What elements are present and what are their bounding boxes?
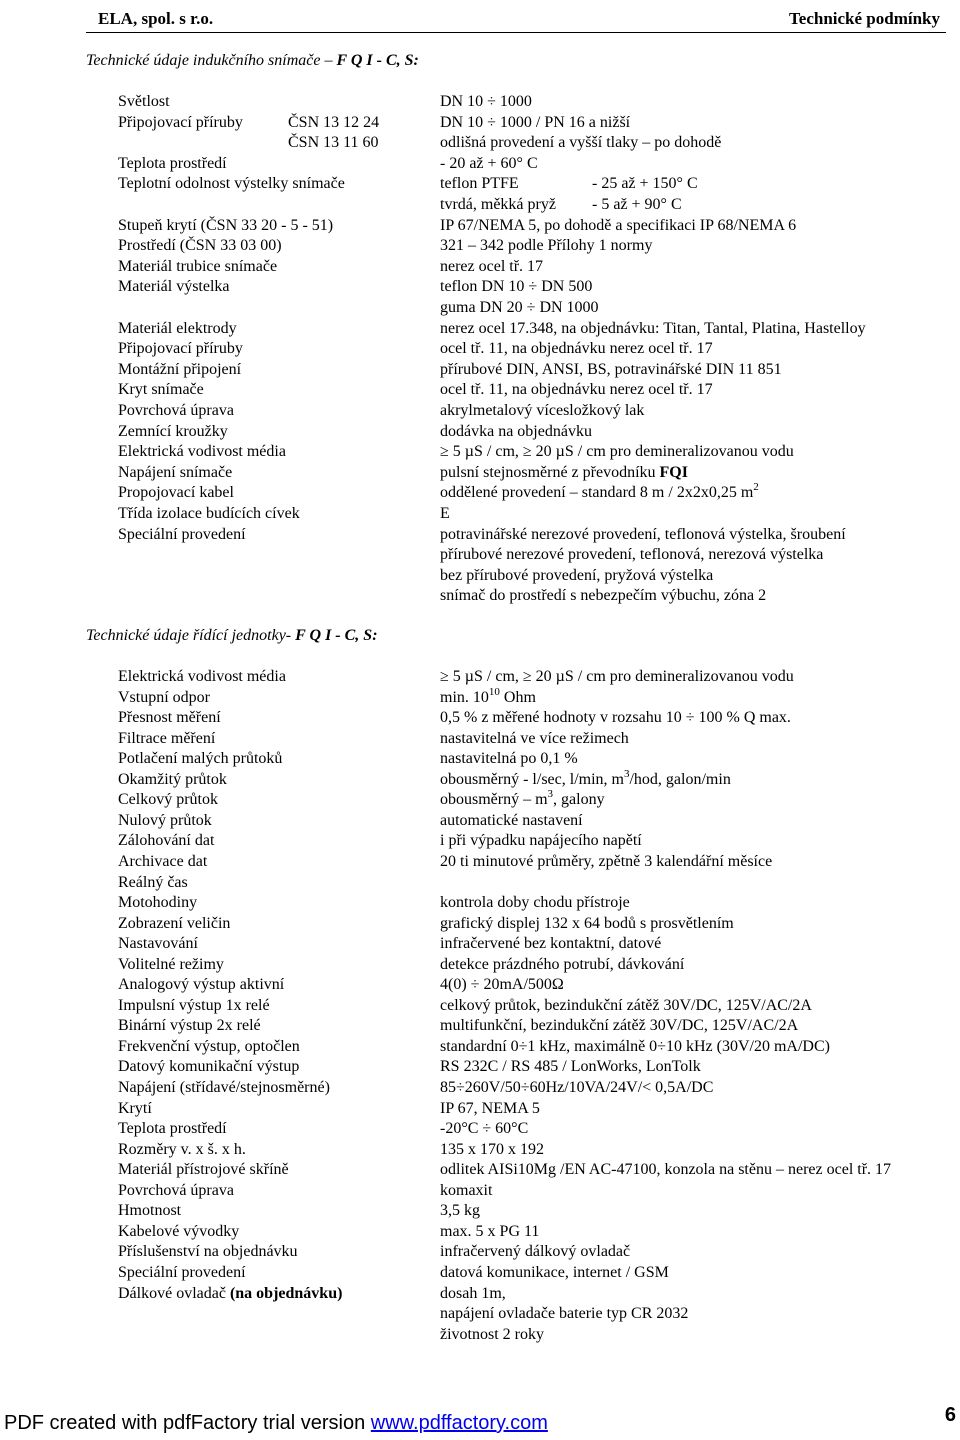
spec-row xyxy=(0,92,960,112)
spec-value xyxy=(440,483,759,503)
spec-row xyxy=(0,667,960,687)
spec-value-text: detekce prázdného potrubí, dávkování xyxy=(440,955,685,973)
spec-row xyxy=(0,442,960,462)
spec-value-text: obousměrný - l/sec, l/min, m xyxy=(440,770,624,788)
spec-row xyxy=(0,914,960,934)
spec-label xyxy=(118,1119,227,1139)
section-title-sensor xyxy=(86,52,419,70)
spec-value xyxy=(440,1304,688,1324)
spec-value-text: celkový průtok, bezindukční zátěž 30V/DC, 125V/AC/2A xyxy=(440,996,812,1014)
spec-label xyxy=(118,422,228,442)
spec-value-suffix: , galony xyxy=(553,791,605,809)
spec-value xyxy=(440,504,450,524)
spec-label-text: Okamžitý průtok xyxy=(118,770,227,788)
section-title-text: Technické údaje indukčního snímače – xyxy=(86,52,337,69)
spec-value-text: komaxit xyxy=(440,1181,493,1199)
spec-value-superscript: 3 xyxy=(547,788,554,801)
spec-value xyxy=(440,1222,539,1242)
spec-value-text: akrylmetalový vícesložkový lak xyxy=(440,402,645,419)
spec-row xyxy=(0,1325,960,1345)
spec-row xyxy=(0,216,960,236)
spec-row xyxy=(0,133,960,153)
spec-row xyxy=(0,483,960,503)
spec-label xyxy=(118,1078,330,1098)
spec-label xyxy=(118,667,286,687)
spec-value-text: potravinářské nerezové provedení, teflonová výstelka, šroubení xyxy=(440,525,846,543)
spec-label xyxy=(118,1099,152,1119)
spec-value xyxy=(440,831,642,851)
spec-label-text: Dálkové ovladač xyxy=(118,1284,230,1302)
spec-value-suffix: Ohm xyxy=(499,688,536,706)
spec-label-text: Nulový průtok xyxy=(118,811,212,829)
spec-value xyxy=(440,380,713,400)
spec-value-text: DN 10 ÷ 1000 / PN 16 a nižší xyxy=(440,113,631,131)
spec-row xyxy=(0,1222,960,1242)
spec-value xyxy=(440,195,556,215)
spec-value xyxy=(440,174,519,194)
spec-value xyxy=(440,1119,528,1139)
spec-label-text: Motohodiny xyxy=(118,894,198,912)
spec-value xyxy=(440,319,866,339)
spec-label xyxy=(118,893,197,913)
spec-label-text: Volitelné režimy xyxy=(118,955,224,973)
spec-label-text: Světlost xyxy=(118,93,170,110)
spec-label-text: Povrchová úprava xyxy=(118,1181,234,1199)
spec-value xyxy=(440,1078,713,1098)
spec-row xyxy=(0,422,960,442)
spec-label xyxy=(118,1242,298,1262)
spec-row xyxy=(0,1201,960,1221)
spec-row xyxy=(0,811,960,831)
spec-label xyxy=(118,257,277,277)
spec-label-text: Materiál přístrojové skříně xyxy=(118,1161,289,1179)
spec-value-text: IP 67, NEMA 5 xyxy=(440,1099,540,1117)
spec-row xyxy=(0,174,960,194)
spec-label xyxy=(118,831,214,851)
spec-value xyxy=(440,545,823,565)
spec-value-text: standardní 0÷1 kHz, maximálně 0÷10 kHz (30V/20 mA/DC) xyxy=(440,1037,830,1055)
spec-row xyxy=(0,1263,960,1283)
spec-value-text: životnost 2 roky xyxy=(440,1325,544,1343)
spec-label xyxy=(118,1140,246,1160)
spec-value xyxy=(440,790,605,810)
spec-label-text: Propojovací kabel xyxy=(118,484,234,502)
spec-row xyxy=(0,685,960,708)
spec-value-range: - 5 až + 90° C xyxy=(592,196,682,213)
spec-label-text: Připojovací příruby xyxy=(118,340,243,358)
spec-value-text: min. 10 xyxy=(440,688,489,706)
spec-label-text: Materiál výstelka xyxy=(118,278,230,296)
spec-label xyxy=(118,770,227,790)
pdf-footer xyxy=(0,1404,960,1440)
footer-text xyxy=(4,1412,548,1435)
spec-label xyxy=(118,975,284,995)
spec-value xyxy=(440,360,782,380)
spec-row xyxy=(0,339,960,359)
spec-row xyxy=(0,852,960,872)
spec-label xyxy=(118,1181,234,1201)
spec-label xyxy=(118,955,224,975)
spec-label-text: Materiál trubice snímače xyxy=(118,257,278,275)
spec-value-text: 3,5 kg xyxy=(440,1202,480,1220)
spec-value xyxy=(440,113,630,133)
spec-row xyxy=(0,401,960,421)
spec-value xyxy=(440,893,630,913)
spec-row xyxy=(0,708,960,728)
spec-row xyxy=(0,749,960,769)
spec-label-text: Potlačení malých průtoků xyxy=(118,750,283,768)
spec-value-text: infračervený dálkový ovladač xyxy=(440,1243,631,1261)
spec-label-text: Kabelové vývodky xyxy=(118,1222,240,1240)
spec-row xyxy=(0,975,960,995)
spec-standard: ČSN 13 12 24 xyxy=(288,113,380,131)
spec-label xyxy=(118,504,300,524)
spec-value-text: dodávka na objednávku xyxy=(440,422,592,440)
spec-value xyxy=(440,1037,830,1057)
spec-label xyxy=(118,708,221,728)
spec-value xyxy=(440,154,538,174)
spec-value-text: obousměrný – m xyxy=(440,791,548,809)
spec-label-text: Teplota prostředí xyxy=(118,1120,227,1138)
spec-label-text: Napájení snímače xyxy=(118,463,233,481)
spec-row xyxy=(0,586,960,606)
spec-label-text: Speciální provedení xyxy=(118,525,246,543)
spec-label xyxy=(118,688,210,708)
spec-label xyxy=(118,442,286,462)
spec-row xyxy=(0,1078,960,1098)
spec-label-text: Zobrazení veličin xyxy=(118,914,231,932)
spec-label-text: Archivace dat xyxy=(118,852,208,870)
spec-value xyxy=(440,708,791,728)
spec-value xyxy=(440,685,536,708)
spec-value-text: ocel tř. 11, na objednávku nerez ocel tř. 17 xyxy=(440,340,713,358)
spec-value xyxy=(440,852,772,872)
spec-value xyxy=(440,667,794,687)
spec-label-text: Napájení (střídavé/stejnosměrné) xyxy=(118,1079,330,1096)
spec-label-bold: (na objednávku) xyxy=(229,1284,343,1302)
spec-label-text: Zemnící kroužky xyxy=(118,422,228,440)
spec-value xyxy=(440,996,812,1016)
spec-row xyxy=(0,1140,960,1160)
spec-value xyxy=(440,914,734,934)
spec-value-superscript: 10 xyxy=(488,685,500,698)
spec-row xyxy=(0,1037,960,1057)
spec-value-text: 85÷260V/50÷60Hz/10VA/24V/< 0,5A/DC xyxy=(440,1079,714,1096)
spec-value-suffix: /hod, galon/min xyxy=(629,770,731,788)
spec-row xyxy=(0,1242,960,1262)
spec-row xyxy=(0,996,960,1016)
spec-value-text: - 20 až + 60° C xyxy=(440,154,538,172)
spec-row xyxy=(0,298,960,318)
document-title: Technické podmínky xyxy=(789,9,940,28)
spec-label xyxy=(118,790,218,810)
spec-label-text: Montážní připojení xyxy=(118,360,242,378)
product-code: F Q I - C, S: xyxy=(295,627,378,644)
spec-value xyxy=(440,566,713,586)
spec-value-text: odlitek AISi10Mg /EN AC-47100, konzola na stěnu – nerez ocel tř. 17 xyxy=(440,1161,892,1179)
spec-label-text: Prostředí (ČSN 33 03 00) xyxy=(118,237,282,255)
spec-row xyxy=(0,113,960,133)
spec-label-text: Rozměry v. x š. x h. xyxy=(118,1140,246,1158)
spec-row xyxy=(0,1016,960,1036)
section-title-control-unit xyxy=(86,627,378,645)
spec-label xyxy=(118,729,215,749)
spec-value-text: odlišná provedení a vyšší tlaky – po dohodě xyxy=(440,134,722,152)
spec-value xyxy=(440,1099,540,1119)
spec-value-text: -20°C ÷ 60°C xyxy=(440,1120,529,1138)
spec-label xyxy=(118,1222,239,1242)
spec-value-text: grafický displej 132 x 64 bodů s prosvětlením xyxy=(440,914,734,932)
spec-label xyxy=(118,811,212,831)
product-code: F Q I - C, S: xyxy=(336,52,419,69)
spec-label xyxy=(118,996,270,1016)
spec-label-text: Teplota prostředí xyxy=(118,154,227,172)
spec-label xyxy=(118,873,188,893)
spec-row xyxy=(0,934,960,954)
spec-value xyxy=(440,1057,701,1077)
page-header xyxy=(86,4,946,33)
spec-value xyxy=(440,767,731,790)
spec-value xyxy=(440,729,629,749)
spec-row xyxy=(0,360,960,380)
spec-label-text: Třída izolace budících cívek xyxy=(118,505,300,522)
spec-row xyxy=(0,154,960,174)
spec-label-text: Kryt snímače xyxy=(118,381,204,399)
spec-row xyxy=(0,1284,960,1304)
spec-label-text: Frekvenční výstup, optočlen xyxy=(118,1037,300,1055)
spec-row xyxy=(0,873,960,893)
spec-value-text: 0,5 % z měřené hodnoty v rozsahu 10 ÷ 100 % Q max. xyxy=(440,709,791,727)
spec-value-text: napájení ovladače baterie typ CR 2032 xyxy=(440,1305,689,1323)
spec-row xyxy=(0,504,960,524)
spec-label-text: Celkový průtok xyxy=(118,791,218,809)
spec-value-text: oddělené provedení – standard 8 m / 2x2x0,25 m xyxy=(440,484,754,502)
spec-value xyxy=(440,257,543,277)
spec-label xyxy=(118,174,345,194)
spec-standard: ČSN 13 11 60 xyxy=(288,134,379,152)
spec-label xyxy=(118,1263,246,1283)
spec-label-text: Zálohování dat xyxy=(118,832,215,850)
spec-value xyxy=(440,1284,506,1304)
spec-label-text: Povrchová úprava xyxy=(118,402,234,419)
spec-label-text: Vstupní odpor xyxy=(118,688,210,706)
spec-label xyxy=(118,360,241,380)
spec-row xyxy=(0,1304,960,1324)
spec-label-text: Nastavování xyxy=(118,935,198,953)
spec-value xyxy=(440,442,794,462)
spec-value xyxy=(440,1140,544,1160)
spec-value-bold: FQI xyxy=(659,463,688,481)
spec-value-text: ≥ 5 µS / cm, ≥ 20 µS / cm pro demineralizovanou vodu xyxy=(440,668,794,685)
spec-row xyxy=(0,955,960,975)
spec-value xyxy=(440,236,652,256)
spec-row xyxy=(0,463,960,483)
spec-label-text: Krytí xyxy=(118,1099,152,1117)
spec-value-text: nastavitelná ve více režimech xyxy=(440,729,629,747)
spec-value xyxy=(440,811,583,831)
spec-value xyxy=(440,1201,480,1221)
spec-value-range: - 25 až + 150° C xyxy=(592,175,698,193)
spec-label xyxy=(118,154,227,174)
spec-label-text: Binární výstup 2x relé xyxy=(118,1017,261,1035)
spec-value-text: E xyxy=(440,505,450,522)
pdffactory-link[interactable]: www.pdffactory.com xyxy=(370,1412,548,1434)
spec-label-text: Materiál elektrody xyxy=(118,319,237,337)
spec-value-text: 4(0) ÷ 20mA/500Ω xyxy=(440,976,564,994)
spec-row xyxy=(0,1160,960,1180)
spec-value xyxy=(440,298,599,318)
spec-value xyxy=(440,749,578,769)
spec-value-text: přírubové DIN, ANSI, BS, potravinářské DIN 11 851 xyxy=(440,360,782,378)
page-number: 6 xyxy=(944,1404,956,1426)
spec-row xyxy=(0,236,960,256)
spec-value xyxy=(440,525,846,545)
spec-label xyxy=(118,380,204,400)
spec-value-text: 20 ti minutové průměry, zpětně 3 kalendářní měsíce xyxy=(440,852,773,870)
spec-value-text: dosah 1m, xyxy=(440,1284,506,1302)
spec-label-text: Připojovací příruby xyxy=(118,113,243,131)
spec-value-text: 135 x 170 x 192 xyxy=(440,1140,544,1158)
spec-label xyxy=(118,525,246,545)
spec-value xyxy=(440,339,713,359)
spec-value-text: i při výpadku napájecího napětí xyxy=(440,832,642,850)
spec-value-text: bez přírubové provedení, pryžová výstelka xyxy=(440,566,714,584)
spec-row xyxy=(0,767,960,790)
spec-value xyxy=(440,955,684,975)
spec-label xyxy=(118,277,230,297)
spec-value-superscript: 3 xyxy=(623,767,630,780)
spec-label xyxy=(118,1284,342,1304)
spec-value-superscript: 2 xyxy=(753,481,759,494)
spec-label xyxy=(118,1016,261,1036)
spec-value-text: 321 – 342 podle Přílohy 1 normy xyxy=(440,237,653,255)
spec-value-text: přírubové nerezové provedení, teflonová, nerezová výstelka xyxy=(440,546,824,564)
spec-row xyxy=(0,1181,960,1201)
spec-row xyxy=(0,380,960,400)
spec-value-text: teflon DN 10 ÷ DN 500 xyxy=(440,278,593,296)
spec-value xyxy=(440,1242,630,1262)
spec-value xyxy=(440,1181,492,1201)
spec-label xyxy=(118,113,243,133)
spec-value-text: kontrola doby chodu přístroje xyxy=(440,894,630,912)
spec-label-text: Stupeň krytí (ČSN 33 20 - 5 - 51) xyxy=(118,216,334,234)
spec-value xyxy=(440,934,661,954)
spec-label xyxy=(118,216,333,236)
spec-row xyxy=(0,893,960,913)
spec-value xyxy=(440,133,721,153)
spec-value xyxy=(440,463,688,483)
spec-label xyxy=(118,1201,181,1221)
spec-label-text: Elektrická vodivost média xyxy=(118,668,286,685)
spec-value xyxy=(440,422,592,442)
spec-value-text: multifunkční, bezindukční zátěž 30V/DC, 125V/AC/2A xyxy=(440,1017,799,1035)
spec-value xyxy=(440,216,796,236)
spec-label xyxy=(118,463,232,483)
spec-value-text: teflon PTFE xyxy=(440,175,519,193)
spec-row xyxy=(0,790,960,810)
spec-value-text: ocel tř. 11, na objednávku nerez ocel tř. 17 xyxy=(440,381,713,399)
spec-value-text: pulsní stejnosměrné z převodníku xyxy=(440,463,660,481)
spec-value-text: max. 5 x PG 11 xyxy=(440,1222,540,1240)
spec-value-text: nerez ocel 17.348, na objednávku: Titan, Tantal, Platina, Hastelloy xyxy=(440,319,866,337)
spec-row xyxy=(0,277,960,297)
spec-row xyxy=(0,257,960,277)
spec-label-text: Přesnost měření xyxy=(118,709,221,727)
spec-value-text: snímač do prostředí s nebezpečím výbuchu, zóna 2 xyxy=(440,587,767,605)
company-name: ELA, spol. s r.o. xyxy=(98,9,214,28)
spec-label xyxy=(118,1160,289,1180)
spec-label-text: Reálný čas xyxy=(118,873,188,891)
spec-row xyxy=(0,545,960,565)
spec-label xyxy=(118,852,207,872)
spec-value xyxy=(440,586,766,606)
spec-label xyxy=(118,483,234,503)
spec-value-text: guma DN 20 ÷ DN 1000 xyxy=(440,299,599,316)
spec-value xyxy=(440,975,564,995)
spec-value-text: RS 232C / RS 485 / LonWorks, LonTolk xyxy=(440,1058,701,1076)
spec-label xyxy=(118,1037,300,1057)
spec-value-text: DN 10 ÷ 1000 xyxy=(440,93,532,110)
spec-row xyxy=(0,1057,960,1077)
spec-label xyxy=(118,339,243,359)
spec-value xyxy=(440,1325,544,1345)
spec-label xyxy=(118,914,230,934)
spec-row xyxy=(0,1119,960,1139)
spec-label xyxy=(118,236,282,256)
spec-label-text: Teplotní odolnost výstelky snímače xyxy=(118,175,345,193)
spec-label xyxy=(118,934,198,954)
spec-label-text: Analogový výstup aktivní xyxy=(118,976,285,994)
spec-row xyxy=(0,831,960,851)
footer-note: PDF created with pdfFactory trial version xyxy=(4,1412,371,1434)
spec-row xyxy=(0,319,960,339)
spec-value xyxy=(440,1263,669,1283)
spec-row xyxy=(0,566,960,586)
spec-value xyxy=(440,401,644,421)
spec-row xyxy=(0,195,960,215)
spec-value xyxy=(440,92,532,112)
spec-value-text: ≥ 5 µS / cm, ≥ 20 µS / cm pro demineralizovanou vodu xyxy=(440,443,794,461)
spec-label xyxy=(118,749,282,769)
spec-value-text: nastavitelná po 0,1 % xyxy=(440,750,578,768)
spec-value-text: nerez ocel tř. 17 xyxy=(440,257,544,275)
spec-value xyxy=(440,1160,891,1180)
spec-label xyxy=(118,92,170,112)
spec-label-text: Příslušenství na objednávku xyxy=(118,1243,298,1261)
spec-row xyxy=(0,1099,960,1119)
spec-value xyxy=(440,277,592,297)
spec-label-text: Impulsní výstup 1x relé xyxy=(118,996,270,1014)
spec-value-text: IP 67/NEMA 5, po dohodě a specifikaci IP 68/NEMA 6 xyxy=(440,216,797,234)
spec-value-text: datová komunikace, internet / GSM xyxy=(440,1263,669,1281)
spec-label xyxy=(118,319,237,339)
spec-label-text: Filtrace měření xyxy=(118,729,216,747)
spec-row xyxy=(0,525,960,545)
spec-value-text: automatické nastavení xyxy=(440,811,583,829)
spec-label-text: Speciální provedení xyxy=(118,1263,246,1281)
spec-value-text: infračervené bez kontaktní, datové xyxy=(440,935,662,953)
spec-label xyxy=(118,1057,299,1077)
spec-value xyxy=(440,1016,798,1036)
spec-row xyxy=(0,729,960,749)
section-title-text: Technické údaje řídící jednotky- xyxy=(86,627,296,644)
spec-label-text: Elektrická vodivost média xyxy=(118,443,286,461)
spec-label-text: Datový komunikační výstup xyxy=(118,1058,300,1076)
spec-value-text: tvrdá, měkká pryž xyxy=(440,196,556,213)
spec-label xyxy=(118,401,234,421)
spec-label-text: Hmotnost xyxy=(118,1202,182,1220)
